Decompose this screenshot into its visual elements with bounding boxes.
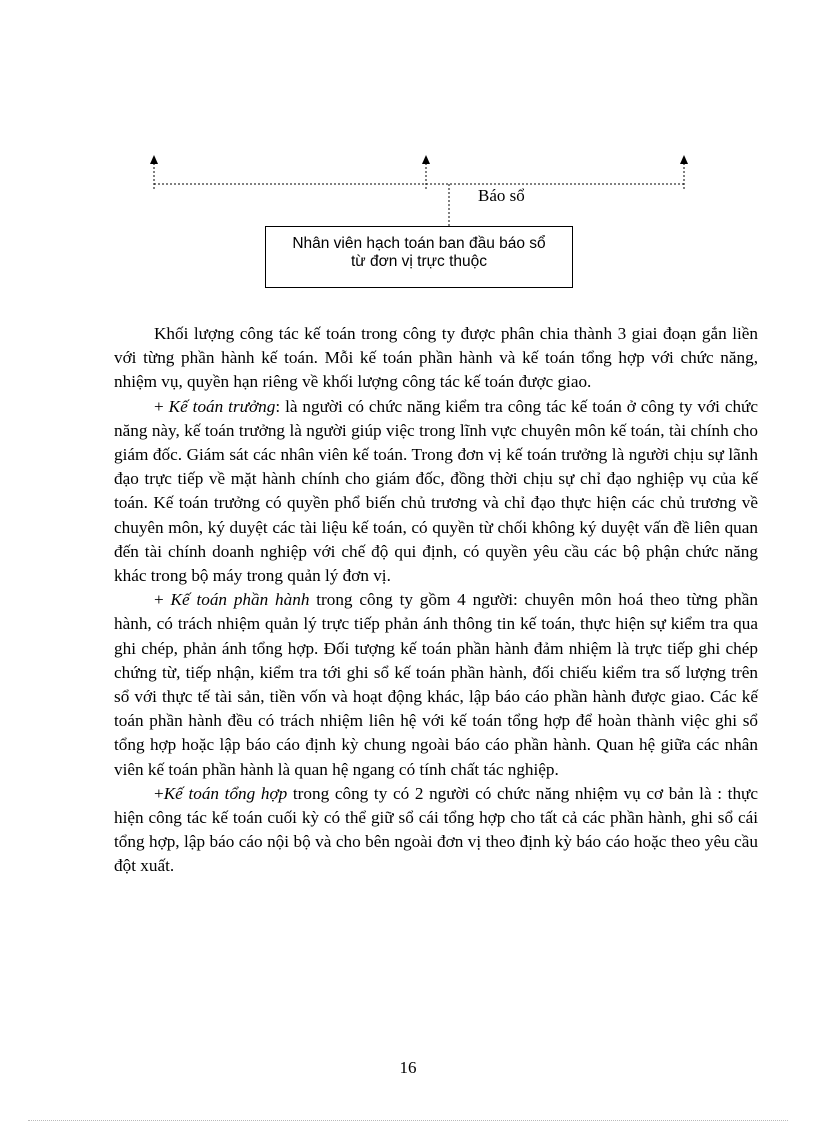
staff-box-line2: từ đơn vị trực thuộc — [350, 253, 488, 270]
page-number: 16 — [399, 1058, 417, 1077]
chief-accountant-text: : là người có chức năng kiểm tra công tác kế toán ở công ty với chức năng này, kế toán trưởng là người giúp việc trong lĩnh vực chuyên môn kế toán, tài chính cho giám đốc. Giám sát các nhân viên kế toán. Trong đơn vị kế toán trưởng là người chịu sự lãnh đạo trực tiếp về mặt hành chính cho giám đốc, đồng thời chịu sự chỉ đạo nghiệp vụ của kế toán. Kế toán trưởng có quyền phổ biến chủ trương và chỉ đạo thực hiện các chủ trương về chuyên môn, ký duyệt các tài liệu kế toán, có quyền từ chối không ký duyệt vấn đề liên quan đến tài chính doanh nghiệp với chế độ qui định, có quyền yêu cầu các bộ phận chức năng khác trong bộ máy trong quản lý đơn vị. — [114, 396, 758, 586]
middle-arrowhead — [422, 155, 430, 164]
footer-divider — [28, 1120, 788, 1121]
paragraph-chief-accountant — [114, 395, 758, 589]
bullet-prefix: + — [154, 396, 169, 416]
term-section-accountant: Kế toán phần hành — [170, 590, 310, 610]
body-text — [114, 322, 758, 879]
staff-box-line1: Nhân viên hạch toán ban đầu báo sổ — [292, 235, 546, 252]
term-general-accountant: Kế toán tổng hợp — [163, 783, 288, 803]
paragraph-general-accountant — [114, 782, 758, 879]
left-arrowhead — [150, 155, 158, 164]
term-chief-accountant: Kế toán trưởng — [168, 396, 276, 416]
org-diagram-fragment — [0, 0, 816, 300]
right-arrowhead — [680, 155, 688, 164]
section-accountant-text: trong công ty gồm 4 người: chuyên môn hoá theo từng phần hành, có trách nhiệm quản lý trực tiếp phản ánh thông tin kế toán, thực hiện sự kiểm tra qua ghi chép, phản ánh tổng hợp. Đối tượng kế toán phần hành đảm nhiệm là trực tiếp ghi chép chứng từ, tiếp nhận, kiểm tra tới ghi sổ kế toán phần hành, đối chiếu kiểm tra số lượng trên sổ với thực tế tài sản, tiền vốn và hoạt động khác, lập báo cáo phần hành được giao. Các kế toán phần hành đều có trách nhiệm liên hệ với kế toán tổng hợp để hoàn thành việc ghi sổ tổng hợp hoặc lập báo cáo định kỳ chung ngoài báo cáo phần hành. Quan hệ giữa các nhân viên kế toán phần hành là quan hệ ngang có tính chất tác nghiệp. — [114, 590, 758, 779]
paragraph-section-accountant — [114, 588, 758, 782]
bao-so-label: Báo sổ — [478, 186, 525, 205]
staff-box — [265, 226, 573, 288]
bullet-prefix: + — [154, 590, 171, 610]
bullet-prefix: + — [154, 783, 164, 803]
paragraph-intro: Khối lượng công tác kế toán trong công ty được phân chia thành 3 giai đoạn gắn liền với từng phần hành kế toán. Mỗi kế toán phần hành và kế toán tổng hợp với chức năng, nhiệm vụ, quyền hạn riêng về khối lượng công tác kế toán được giao. — [114, 324, 758, 392]
general-accountant-text: trong công ty có 2 người có chức năng nhiệm vụ cơ bản là : thực hiện công tác kế toán cuối kỳ có thể giữ sổ cái tổng hợp cho tất cả các phần hành, ghi sổ cái tổng hợp, lập báo cáo nội bộ và cho bên ngoài đơn vị theo định kỳ báo cáo hoặc theo yêu cầu đột xuất. — [114, 783, 758, 876]
